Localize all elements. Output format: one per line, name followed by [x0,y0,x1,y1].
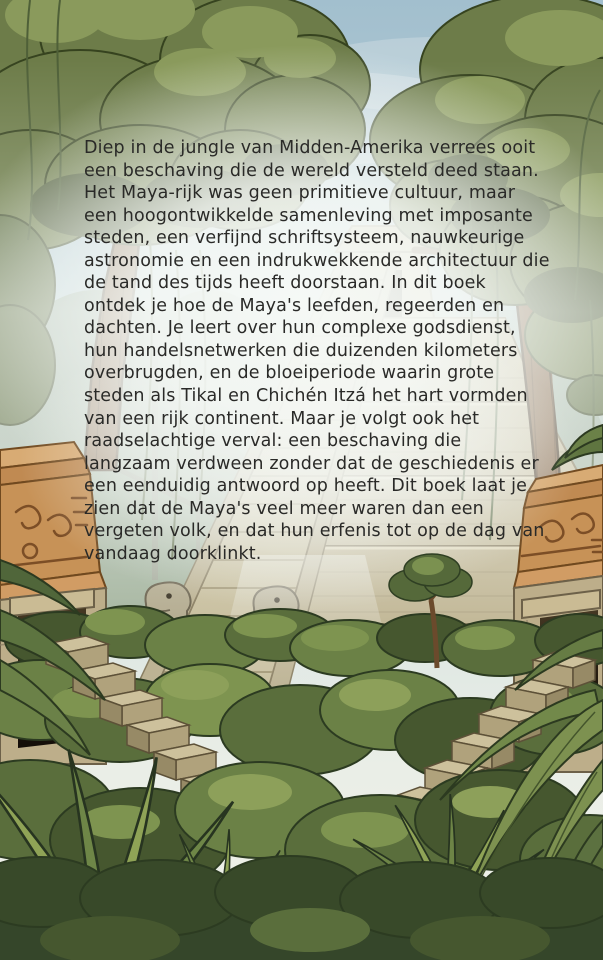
blurb-line: een eenduidig antwoord op heeft. Dit boek laat je [84,476,528,497]
blurb-line: een beschaving die de wereld versteld deed staan. [84,160,539,181]
blurb-line: steden als Tikal en Chichén Itzá het hart vormden [84,386,528,407]
blurb-line: langzaam verdween zonder dat de geschiedenis er [84,453,539,474]
blurb-line: hun handelsnetwerken die duizenden kilometers [84,340,518,361]
blurb-line: Het Maya-rijk was geen primitieve cultuur, maar [84,183,516,204]
blurb-line: Diep in de jungle van Midden-Amerika verrees ooit [84,138,536,158]
blurb-line: steden, een verfijnd schriftsysteem, nauwkeurige [84,228,525,249]
blurb-line: astronomie en een indrukwekkende architectuur die [84,250,550,271]
blurb-line: raadselachtige verval: een beschaving die [84,431,462,452]
blurb-line: zien dat de Maya's veel meer waren dan een [84,498,484,519]
blurb-line: een hoogontwikkelde samenleving met imposante [84,205,533,226]
blurb-line: ontdek je hoe de Maya's leefden, regeerden en [84,295,505,316]
blurb-line: vandaag doorklinkt. [84,543,262,564]
blurb-text [84,137,550,565]
blurb-line: de tand des tijds heeft doorstaan. In dit boek [84,273,486,294]
blurb-line: van een rijk continent. Maar je volgt ook het [84,408,480,429]
blurb-line: vergeten volk, en dat hun erfenis tot op de dag van [84,521,545,542]
blurb-line: dachten. Je leert over hun complexe godsdienst, [84,318,516,339]
blurb-line: overbrugden, en de bloeiperiode waarin grote [84,363,495,384]
